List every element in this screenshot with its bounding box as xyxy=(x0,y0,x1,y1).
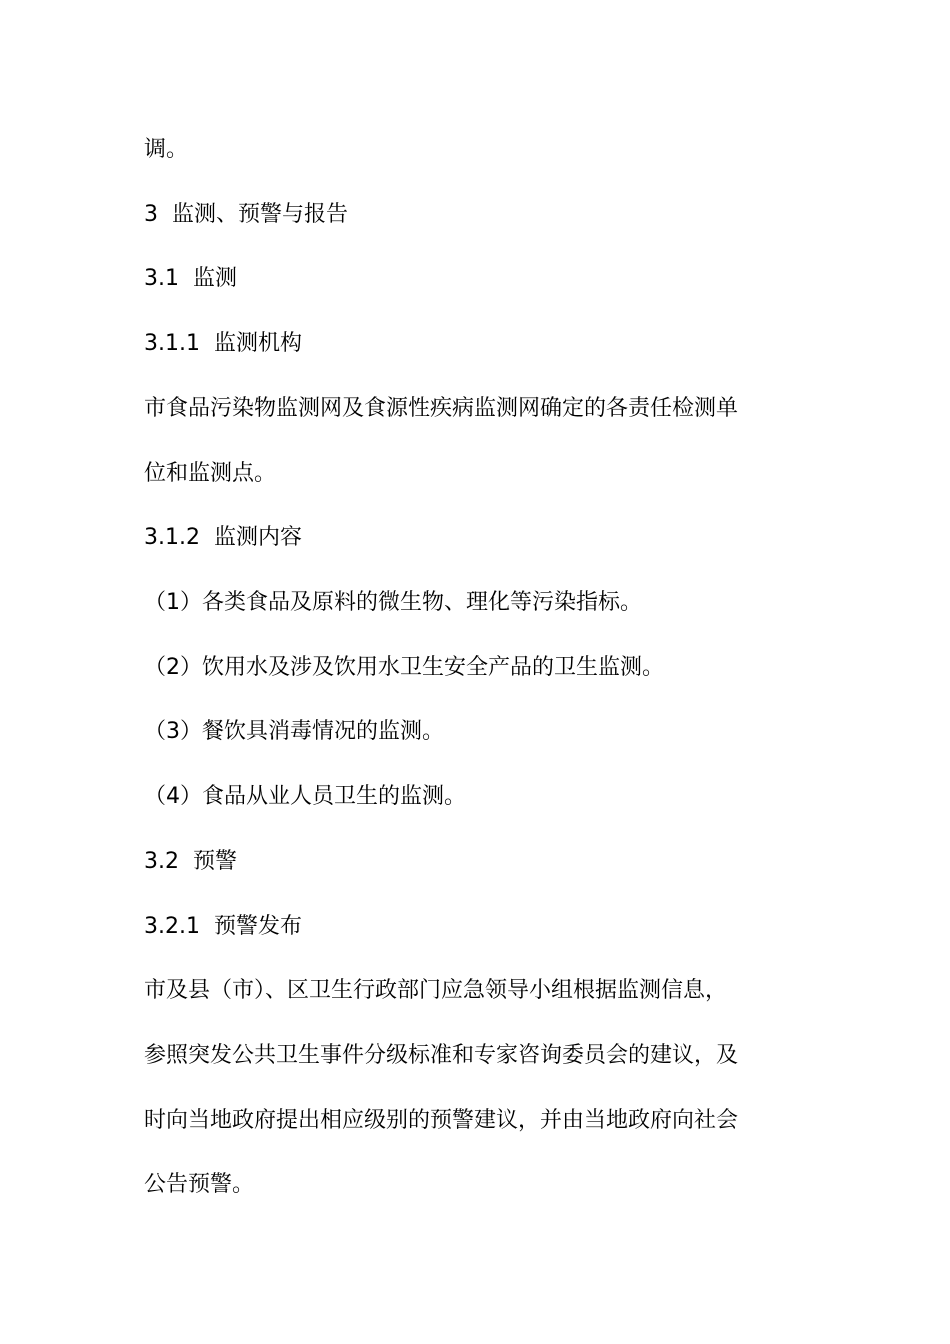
paragraph-line: 参照突发公共卫生事件分级标准和专家咨询委员会的建议，及 xyxy=(144,1043,739,1068)
paragraph-line: 市及县（市）、区卫生行政部门应急领导小组根据监测信息， xyxy=(144,978,728,1003)
paragraph-continuation: 调。 xyxy=(144,137,189,162)
section-heading-3-2-1: 3.2.1 预警发布 xyxy=(144,914,302,939)
section-heading-3-1-2: 3.1.2 监测内容 xyxy=(144,525,302,550)
paragraph-line: 市食品污染物监测网及食源性疾病监测网确定的各责任检测单 xyxy=(144,396,739,421)
paragraph-line: 位和监测点。 xyxy=(144,461,277,486)
section-heading-3: 3 监测、预警与报告 xyxy=(144,202,348,227)
section-heading-3-2: 3.2 预警 xyxy=(144,849,237,874)
section-heading-3-1: 3.1 监测 xyxy=(144,266,237,291)
list-item: （2）饮用水及涉及饮用水卫生安全产品的卫生监测。 xyxy=(144,655,664,680)
paragraph-line: 公告预警。 xyxy=(144,1172,255,1197)
list-item: （3）餐饮具消毒情况的监测。 xyxy=(144,719,444,744)
list-item: （1）各类食品及原料的微生物、理化等污染指标。 xyxy=(144,590,642,615)
list-item: （4）食品从业人员卫生的监测。 xyxy=(144,784,466,809)
paragraph-line: 时向当地政府提出相应级别的预警建议，并由当地政府向社会 xyxy=(144,1108,739,1133)
section-heading-3-1-1: 3.1.1 监测机构 xyxy=(144,331,302,356)
